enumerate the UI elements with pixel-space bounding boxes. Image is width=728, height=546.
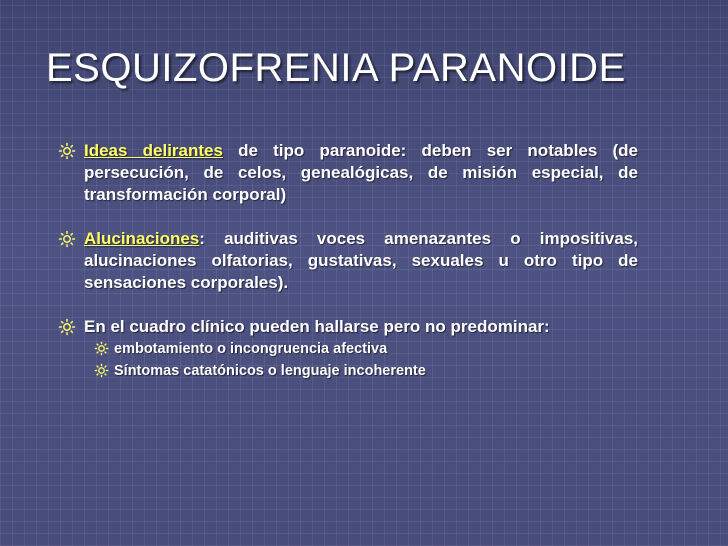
bullet-alucinaciones (58, 228, 638, 294)
bullet-ideas-delirantes (58, 140, 638, 206)
sun-bullet-icon (58, 142, 76, 160)
sub-item-sintomas (84, 362, 638, 381)
bullet-text: En el cuadro clínico pueden hallarse pero no predominar: (84, 317, 550, 336)
sub-item-text: embotamiento o incongruencia afectiva (114, 341, 388, 357)
bullet-text: : auditivas voces amenazantes o impositivas, alucinaciones olfatorias, gustativas, sexuales u otro tipo de sensaciones corporales). (84, 229, 638, 292)
sub-list (84, 340, 638, 381)
slide-content (58, 140, 638, 403)
keyword-ideas-delirantes: Ideas delirantes (84, 141, 223, 160)
sun-bullet-icon (58, 230, 76, 248)
bullet-text: de tipo paranoide: deben ser notables (de persecución, de celos, genealógicas, de misión especial, de transformación corporal) (84, 141, 638, 204)
keyword-alucinaciones: Alucinaciones (84, 229, 200, 248)
bullet-cuadro-clinico (58, 316, 638, 381)
sub-item-embotamiento (84, 340, 638, 359)
sun-bullet-icon (94, 363, 109, 378)
slide-title: ESQUIZOFRENIA PARANOIDE (46, 46, 626, 90)
sun-bullet-icon (94, 341, 109, 356)
sub-item-text: Síntomas catatónicos o lenguaje incoherente (114, 363, 426, 379)
sun-bullet-icon (58, 318, 76, 336)
